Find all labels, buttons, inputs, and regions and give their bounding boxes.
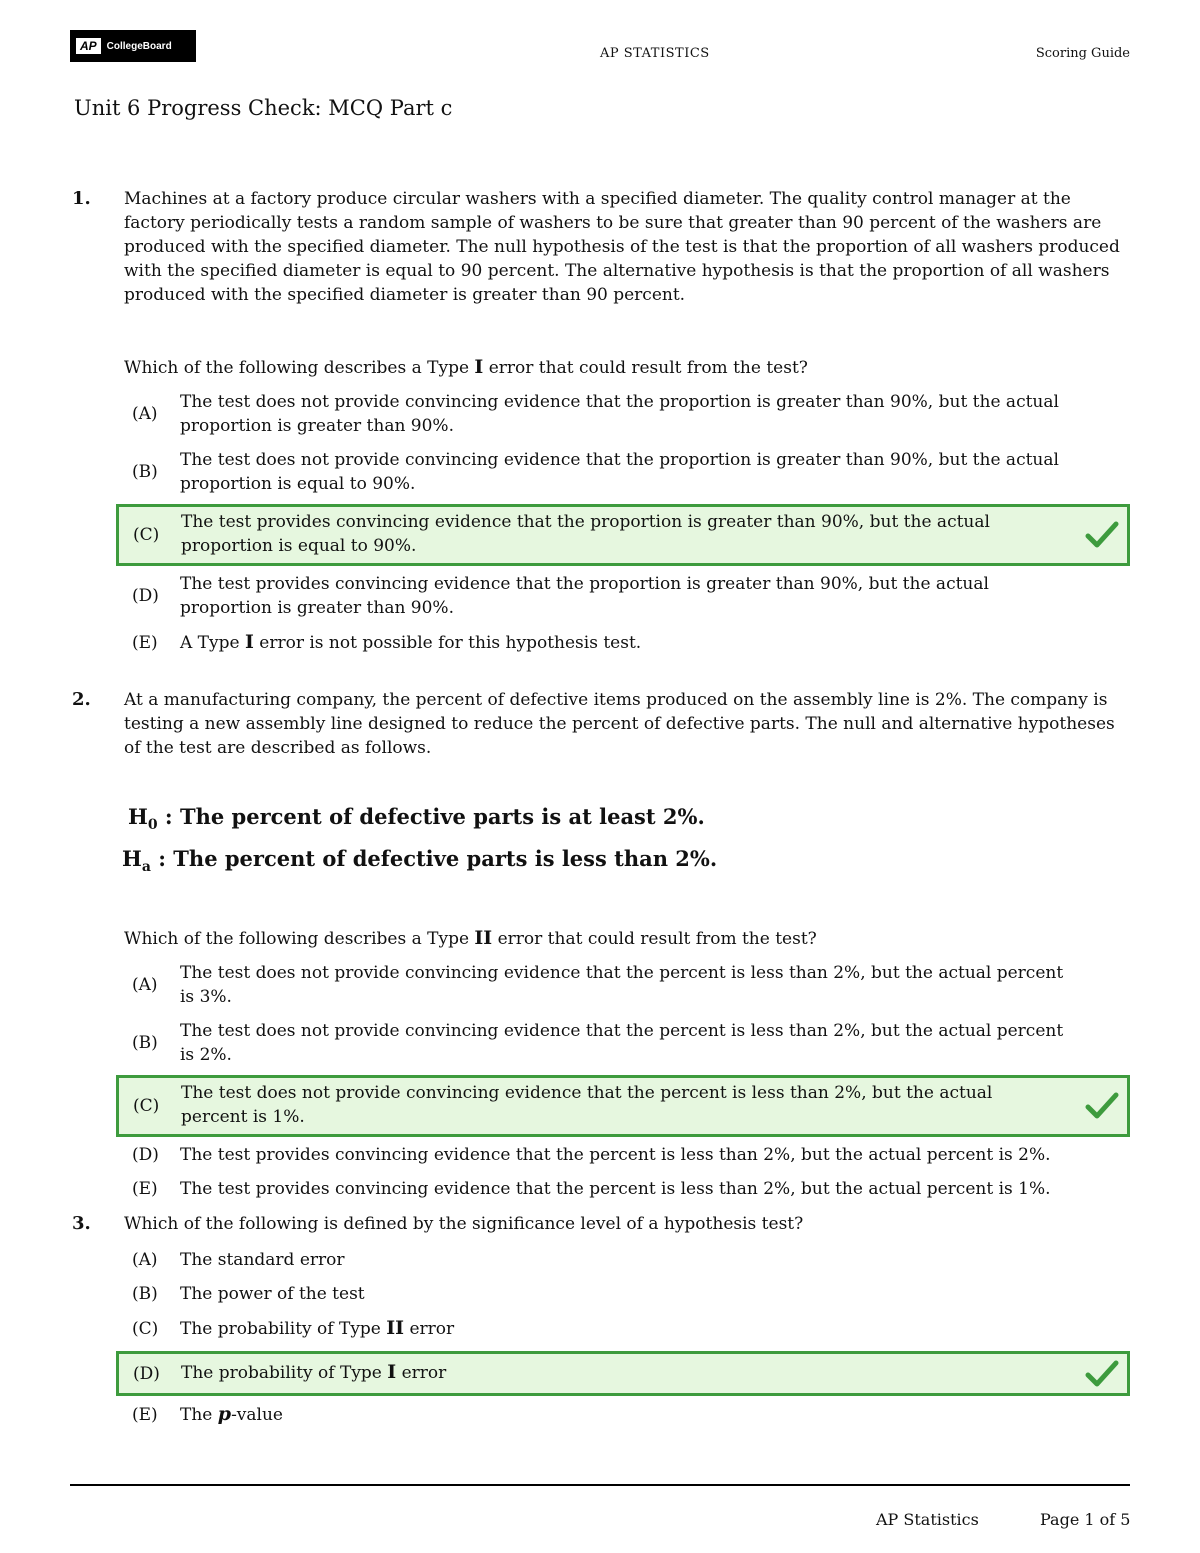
- option-text: The test does not provide convincing evidence that the proportion is greater than 90%, but the actual proportion is greater than 90%.: [180, 392, 1059, 436]
- answer-option-c-correct[interactable]: [116, 1075, 1130, 1137]
- answer-option-b[interactable]: [118, 1019, 1130, 1067]
- ap-collegeboard-logo: [70, 30, 196, 62]
- option-letter: (A): [132, 975, 158, 996]
- option-letter: (B): [132, 462, 158, 482]
- question-number: 2.: [72, 689, 91, 710]
- option-letter: (B): [132, 1033, 158, 1054]
- footer-page-number: Page 1 of 5: [1040, 1510, 1131, 1529]
- option-text: The test provides convincing evidence that the proportion is greater than 90%, but the actual proportion is equal to 90%.: [181, 512, 990, 556]
- answer-option-d-correct[interactable]: [116, 1351, 1130, 1396]
- logo-collegeboard: CollegeBoard: [106, 40, 172, 52]
- option-text: The test does not provide convincing evidence that the percent is less than 2%, but the actual percent is 1%.: [181, 1083, 993, 1128]
- answer-option-b[interactable]: [118, 448, 1130, 496]
- option-text: The standard error: [180, 1250, 345, 1270]
- header-doc-type: Scoring Guide: [1035, 46, 1130, 61]
- option-letter: (E): [132, 1404, 158, 1425]
- option-text: The test provides convincing evidence that the percent is less than 2%, but the actual percent is 2%.: [180, 1145, 1051, 1166]
- answer-option-d[interactable]: [118, 1143, 1130, 1167]
- page-header: [70, 30, 1130, 64]
- option-text: The probability of Type I error: [181, 1361, 447, 1383]
- option-text: The test does not provide convincing evidence that the proportion is greater than 90%, but the actual proportion is equal to 90%.: [180, 450, 1059, 494]
- question-prompt: Which of the following describes a Type I error that could result from the test?: [124, 356, 808, 378]
- header-subject: AP STATISTICS: [600, 46, 710, 61]
- question-number: 1.: [72, 188, 91, 209]
- option-letter: (D): [132, 1145, 159, 1166]
- question-1: [70, 187, 1130, 655]
- option-letter: (E): [132, 1179, 158, 1200]
- answer-option-d[interactable]: [118, 572, 1130, 620]
- question-stem: At a manufacturing company, the percent of defective items produced on the assembly line is 2%. The company is testing a new assembly line designed to reduce the percent of defective parts. The null and alternative hypotheses of the test are described as follows.: [124, 690, 1115, 758]
- correct-check-icon: [1085, 1359, 1119, 1389]
- option-text: The p-value: [180, 1403, 283, 1425]
- answer-option-c[interactable]: [118, 1316, 1130, 1341]
- answer-option-e[interactable]: [118, 630, 1130, 655]
- null-hypothesis: $H_0$ : The percent of defective parts is at least 2%.: [128, 804, 705, 834]
- question-prompt: Which of the following describes a Type II error that could result from the test?: [124, 927, 817, 950]
- option-text: The test provides convincing evidence that the percent is less than 2%, but the actual percent is 1%.: [180, 1179, 1051, 1200]
- option-text: The test does not provide convincing evidence that the percent is less than 2%, but the actual percent is 3%.: [180, 963, 1064, 1008]
- answer-option-a[interactable]: [118, 1248, 1130, 1272]
- question-2: [70, 688, 1130, 1201]
- question-stem: Which of the following is defined by the significance level of a hypothesis test?: [124, 1214, 804, 1234]
- option-letter: (A): [132, 1250, 158, 1270]
- option-text: The probability of Type II error: [180, 1317, 455, 1339]
- option-letter: (E): [132, 632, 158, 653]
- option-letter: (D): [133, 1363, 160, 1384]
- option-letter: (C): [133, 525, 160, 545]
- option-text: A Type I error is not possible for this hypothesis test.: [180, 631, 642, 653]
- option-letter: (D): [132, 586, 159, 606]
- option-letter: (A): [132, 404, 158, 424]
- correct-check-icon: [1085, 520, 1119, 550]
- option-letter: (B): [132, 1284, 158, 1304]
- answer-option-b[interactable]: [118, 1282, 1130, 1306]
- question-number: 3.: [72, 1213, 91, 1234]
- question-3: [70, 1212, 1130, 1427]
- option-text: The power of the test: [180, 1284, 365, 1304]
- question-stem: Machines at a factory produce circular washers with a specified diameter. The quality control manager at the factory periodically tests a random sample of washers to be sure that greater than 90 percent of the washers are produced with the specified diameter. The null hypothesis of the test is that the proportion of all washers produced with the specified diameter is equal to 90 percent. The alternative hypothesis is that the proportion of all washers produced with the specified diameter is greater than 90 percent.: [124, 189, 1120, 305]
- answer-option-e[interactable]: [118, 1402, 1130, 1427]
- answer-option-c-correct[interactable]: [116, 504, 1130, 566]
- logo-ap: AP: [76, 38, 101, 54]
- footer-divider: [70, 1484, 1130, 1486]
- answer-option-a[interactable]: [118, 961, 1130, 1009]
- answer-option-a[interactable]: [118, 390, 1130, 438]
- option-text: The test provides convincing evidence that the proportion is greater than 90%, but the actual proportion is greater than 90%.: [180, 574, 989, 618]
- alternative-hypothesis: $H_a$ : The percent of defective parts is less than 2%.: [122, 846, 718, 876]
- answer-option-e[interactable]: [118, 1177, 1130, 1201]
- footer-course: AP Statistics: [876, 1510, 979, 1529]
- correct-check-icon: [1085, 1091, 1119, 1121]
- option-letter: (C): [132, 1318, 159, 1339]
- option-text: The test does not provide convincing evidence that the percent is less than 2%, but the actual percent is 2%.: [180, 1021, 1064, 1066]
- page-title: Unit 6 Progress Check: MCQ Part c: [74, 96, 453, 120]
- option-letter: (C): [133, 1096, 160, 1117]
